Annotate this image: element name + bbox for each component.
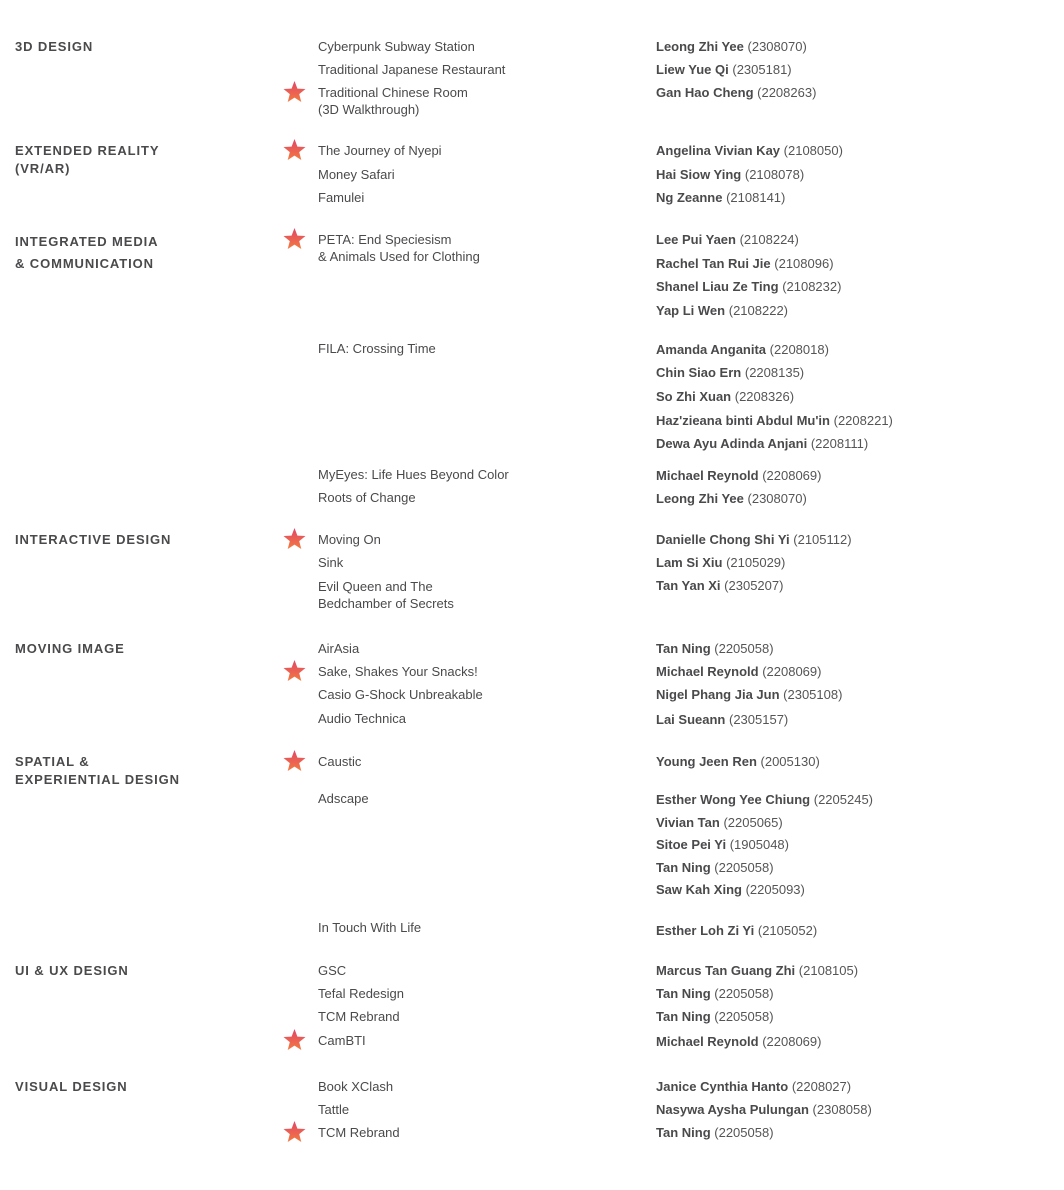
project-title-line: FILA: Crossing Time	[318, 341, 436, 356]
project-title-line: In Touch With Life	[318, 920, 422, 935]
project-title	[318, 38, 475, 55]
student-id: (2208069)	[762, 468, 822, 483]
student-id: (2108096)	[774, 256, 834, 271]
student-id: (2205058)	[714, 1009, 774, 1024]
project-title-line: Traditional Chinese Room	[318, 85, 468, 100]
project-title	[318, 1032, 366, 1049]
project-title-line: Famulei	[318, 190, 365, 205]
member-name: Lam Si Xiu	[656, 555, 723, 570]
member-name: Leong Zhi Yee	[656, 39, 744, 54]
project-title	[318, 189, 364, 206]
project-title-line: Traditional Japanese Restaurant	[318, 62, 506, 77]
project-title-line: GSC	[318, 963, 347, 978]
member-name: Michael Reynold	[656, 468, 759, 483]
project-title-line: TCM Rebrand	[318, 1009, 400, 1024]
student-id: (2305207)	[724, 578, 784, 593]
project-title	[318, 640, 359, 657]
featured-star-icon	[282, 80, 307, 104]
student-id: (2105112)	[793, 532, 852, 547]
member-name: Lee Pui Yaen	[656, 232, 736, 247]
member-entry	[656, 142, 843, 159]
project-title	[318, 61, 505, 78]
project-title	[318, 686, 483, 703]
project-title	[318, 1101, 349, 1118]
category-heading-line: EXPERIENTIAL DESIGN	[15, 772, 180, 787]
project-title	[318, 962, 346, 979]
student-id: (2108050)	[783, 143, 843, 158]
project-title-line: PETA: End Speciesism	[318, 232, 452, 247]
project-title-line: The Journey of Nyepi	[318, 143, 442, 158]
project-title	[318, 985, 404, 1002]
member-entry	[656, 412, 893, 429]
student-id: (2108222)	[728, 303, 789, 318]
member-entry	[656, 962, 858, 979]
member-name: Lai Sueann	[656, 712, 726, 727]
student-id: (2208263)	[757, 85, 817, 100]
featured-star-icon	[282, 1120, 307, 1144]
project-title	[318, 466, 509, 483]
featured-star-icon	[282, 659, 307, 683]
category-heading-line: 3D DESIGN	[15, 39, 94, 54]
project-title-line: Adscape	[318, 791, 369, 806]
member-name: Danielle Chong Shi Yi	[656, 532, 790, 547]
project-title-line: Roots of Change	[318, 490, 416, 505]
project-title-line: (3D Walkthrough)	[318, 102, 420, 117]
member-name: Haz'zieana binti Abdul Mu'in	[656, 413, 830, 428]
category-heading-line: SPATIAL &	[15, 754, 90, 769]
member-name: So Zhi Xuan	[656, 389, 732, 404]
featured-star-icon	[282, 1028, 307, 1052]
project-title	[318, 1008, 400, 1025]
member-name: Leong Zhi Yee	[656, 491, 744, 506]
member-name: Hai Siow Ying	[656, 167, 742, 182]
student-id: (2308070)	[747, 39, 807, 54]
student-id: (2308058)	[812, 1102, 872, 1117]
project-title	[318, 531, 381, 548]
project-title-line: Tefal Redesign	[318, 986, 404, 1001]
member-name: Tan Yan Xi	[656, 578, 721, 593]
featured-star-icon	[282, 227, 307, 251]
student-id: (2308070)	[747, 491, 807, 506]
member-entry	[656, 84, 816, 101]
student-id: (2208069)	[762, 1034, 822, 1049]
category-heading-line: (VR/AR)	[15, 161, 71, 176]
project-title	[318, 1124, 400, 1141]
category-heading	[15, 753, 180, 789]
student-id: (2108232)	[782, 279, 842, 294]
student-id: (2208069)	[762, 664, 822, 679]
category-heading-line: VISUAL DESIGN	[15, 1079, 128, 1094]
member-entry	[656, 341, 829, 358]
project-title-line: Audio Technica	[318, 711, 406, 726]
category-heading-line: INTEGRATED MEDIA	[15, 234, 159, 249]
student-id: (2208135)	[744, 365, 805, 380]
member-name: Vivian Tan	[656, 815, 720, 830]
member-entry	[656, 166, 804, 183]
member-name: Yap Li Wen	[656, 303, 726, 318]
project-title	[318, 340, 436, 357]
project-title-line: Moving On	[318, 532, 381, 547]
member-entry	[656, 859, 774, 876]
featured-star-icon	[282, 138, 307, 162]
project-title-line: CamBTI	[318, 1033, 366, 1048]
student-id: (2305181)	[732, 62, 792, 77]
featured-star-icon	[282, 527, 307, 551]
category-heading	[15, 142, 159, 178]
member-name: Nigel Phang Jia Jun	[656, 687, 780, 702]
student-id: (2105029)	[726, 555, 786, 570]
member-name: Shanel Liau Ze Ting	[656, 279, 779, 294]
member-entry	[656, 836, 789, 853]
project-title-line: Cyberpunk Subway Station	[318, 39, 475, 54]
student-id: (2305108)	[783, 687, 843, 702]
project-title-line: TCM Rebrand	[318, 1125, 400, 1140]
student-id: (1905048)	[729, 837, 789, 852]
member-name: Michael Reynold	[656, 664, 759, 679]
student-id: (2208027)	[791, 1079, 852, 1094]
member-name: Tan Ning	[656, 641, 711, 656]
member-name: Chin Siao Ern	[656, 365, 742, 380]
category-heading	[15, 1078, 128, 1096]
category-heading-line: INTERACTIVE DESIGN	[15, 532, 172, 547]
member-name: Janice Cynthia Hanto	[656, 1079, 789, 1094]
project-title	[318, 142, 442, 159]
student-id: (2108078)	[744, 167, 805, 182]
project-title	[318, 489, 416, 506]
category-heading	[15, 640, 125, 658]
member-entry	[656, 686, 842, 703]
student-id: (2205058)	[714, 1125, 774, 1140]
member-name: Tan Ning	[656, 986, 711, 1001]
member-entry	[656, 1008, 774, 1025]
project-title	[318, 554, 343, 571]
member-entry	[656, 577, 783, 594]
member-name: Tan Ning	[656, 860, 711, 875]
student-id: (2205093)	[745, 882, 805, 897]
member-name: Nasywa Aysha Pulungan	[656, 1102, 809, 1117]
project-title-line: Bedchamber of Secrets	[318, 596, 454, 611]
project-title-line: Casio G-Shock Unbreakable	[318, 687, 483, 702]
member-entry	[656, 985, 774, 1002]
category-heading-line: & COMMUNICATION	[15, 256, 154, 271]
member-entry	[656, 61, 792, 78]
student-id: (2108141)	[726, 190, 786, 205]
member-name: Ng Zeanne	[656, 190, 723, 205]
project-title-line: Tattle	[318, 1102, 350, 1117]
member-entry	[656, 1078, 851, 1095]
project-title	[318, 663, 478, 680]
member-entry	[656, 881, 805, 898]
student-id: (2205245)	[813, 792, 874, 807]
project-title	[318, 166, 395, 183]
member-entry	[656, 231, 799, 248]
member-name: Marcus Tan Guang Zhi	[656, 963, 796, 978]
member-entry	[656, 189, 785, 206]
project-title-line: Sink	[318, 555, 344, 570]
member-name: Dewa Ayu Adinda Anjani	[656, 436, 808, 451]
student-id: (2205058)	[714, 641, 774, 656]
project-title	[318, 753, 361, 770]
project-title-line: AirAsia	[318, 641, 360, 656]
category-heading	[15, 38, 93, 56]
member-entry	[656, 554, 785, 571]
project-title-line: Sake, Shakes Your Snacks!	[318, 664, 478, 679]
member-entry	[656, 490, 807, 507]
project-title-line: & Animals Used for Clothing	[318, 249, 480, 264]
member-name: Saw Kah Xing	[656, 882, 742, 897]
member-entry	[656, 278, 841, 295]
member-entry	[656, 435, 868, 452]
member-entry	[656, 753, 820, 770]
project-title	[318, 710, 406, 727]
project-title	[318, 1078, 393, 1095]
student-id: (2305157)	[728, 712, 789, 727]
student-id: (2005130)	[760, 754, 820, 769]
student-id: (2208018)	[769, 342, 829, 357]
member-entry	[656, 640, 774, 657]
student-id: (2105052)	[757, 923, 818, 938]
member-name: Angelina Vivian Kay	[656, 143, 781, 158]
student-id: (2208326)	[734, 389, 795, 404]
member-name: Gan Hao Cheng	[656, 85, 754, 100]
category-heading	[15, 531, 171, 549]
project-title-line: Evil Queen and The	[318, 579, 433, 594]
category-heading-line: MOVING IMAGE	[15, 641, 125, 656]
member-name: Amanda Anganita	[656, 342, 767, 357]
member-name: Esther Loh Zi Yi	[656, 923, 755, 938]
member-entry	[656, 711, 788, 728]
member-entry	[656, 1124, 774, 1141]
member-name: Rachel Tan Rui Jie	[656, 256, 771, 271]
project-title-line: Money Safari	[318, 167, 395, 182]
member-name: Sitoe Pei Yi	[656, 837, 727, 852]
member-entry	[656, 791, 873, 808]
project-title-line: Caustic	[318, 754, 362, 769]
member-entry	[656, 38, 807, 55]
member-entry	[656, 1033, 821, 1050]
member-entry	[656, 302, 788, 319]
member-name: Liew Yue Qi	[656, 62, 729, 77]
student-id: (2108224)	[739, 232, 799, 247]
member-entry	[656, 388, 794, 405]
category-heading-line: EXTENDED REALITY	[15, 143, 160, 158]
member-entry	[656, 531, 852, 548]
member-entry	[656, 467, 821, 484]
project-title	[318, 790, 369, 807]
member-name: Young Jeen Ren	[656, 754, 757, 769]
student-id: (2108105)	[798, 963, 859, 978]
project-title	[318, 231, 480, 265]
project-title	[318, 84, 468, 118]
member-name: Esther Wong Yee Chiung	[656, 792, 811, 807]
member-entry	[656, 255, 834, 272]
category-heading	[15, 231, 158, 275]
member-name: Tan Ning	[656, 1009, 711, 1024]
member-entry	[656, 364, 804, 381]
project-title-line: MyEyes: Life Hues Beyond Color	[318, 467, 509, 482]
member-entry	[656, 922, 817, 939]
member-entry	[656, 814, 783, 831]
student-id: (2205058)	[714, 860, 774, 875]
student-id: (2208221)	[833, 413, 893, 428]
member-name: Tan Ning	[656, 1125, 711, 1140]
category-heading-line: UI & UX DESIGN	[15, 963, 129, 978]
student-id: (2205058)	[714, 986, 774, 1001]
project-title-line: Book XClash	[318, 1079, 394, 1094]
featured-star-icon	[282, 749, 307, 773]
student-id: (2205065)	[723, 815, 783, 830]
project-title	[318, 919, 421, 936]
category-heading	[15, 962, 129, 980]
student-id: (2208111)	[810, 436, 869, 451]
member-entry	[656, 663, 821, 680]
member-entry	[656, 1101, 872, 1118]
project-title	[318, 578, 454, 612]
member-name: Michael Reynold	[656, 1034, 759, 1049]
